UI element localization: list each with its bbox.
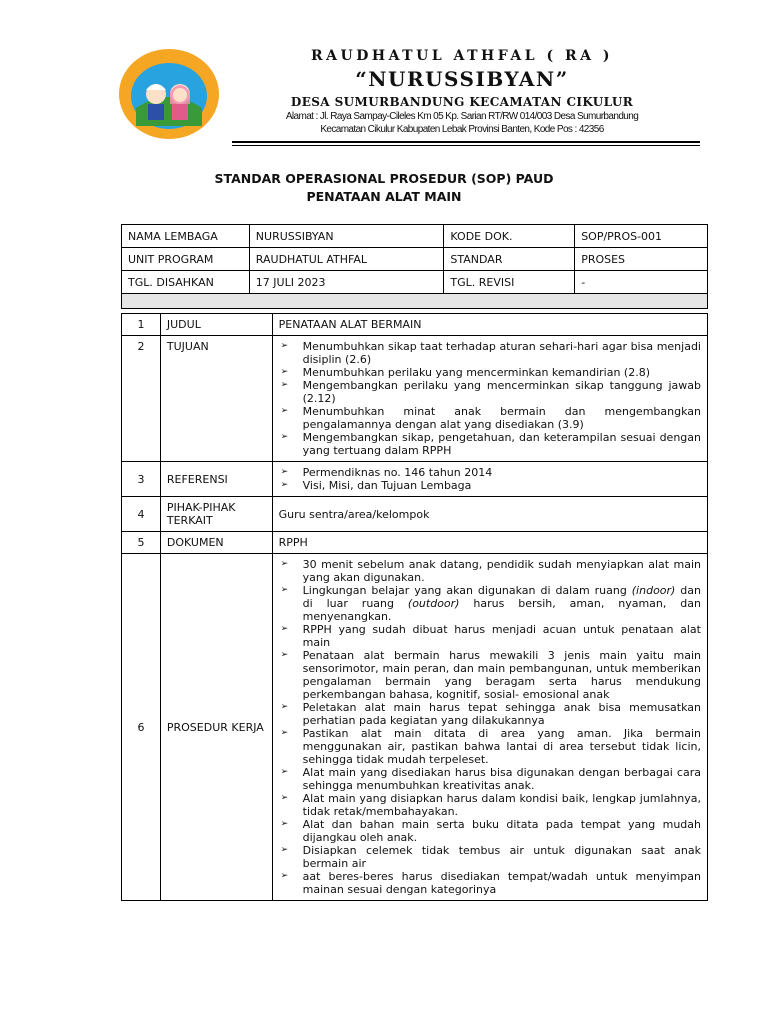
row-value: Guru sentra/area/kelompok [272,497,707,532]
list-item: ➢ Pastikan alat main ditata di area yang aman. Jika bermain menggunakan air, pastikan bahwa lantai di area tersebut tidak licin, sehingga tidak mudah terpeleset. [279,727,701,766]
info-label: KODE DOK. [444,225,575,248]
row-number: 4 [122,497,161,532]
sop-row-prosedur [122,554,708,901]
sop-table [121,313,708,901]
list-item: ➢ Visi, Misi, dan Tujuan Lembaga [279,479,701,492]
info-value: PROSES [575,248,708,271]
info-label: UNIT PROGRAM [122,248,250,271]
info-value: 17 JULI 2023 [249,271,444,294]
sop-row-tujuan [122,336,708,462]
text-span: harus bersih, aman, nyaman, dan menyenangkan. [302,597,701,623]
info-label: NAMA LEMBAGA [122,225,250,248]
sop-row-dokumen [122,532,708,554]
info-value: - [575,271,708,294]
list-item: ➢ Penataan alat bermain harus mewakili 3 jenis main yaitu main sensorimotor, main peran, dan main pembangunan, untuk memberikan pengalaman bermain yang beragam serta harus mendukung perkembangan bahasa, kognitif, sosial- emosional anak [279,649,701,701]
row-label: JUDUL [160,314,272,336]
list-item: ➢ Peletakan alat main harus tepat sehingga anak bisa memusatkan perhatian pada kegiatan yang dilakukannya [279,701,701,727]
list-item: ➢ Alat dan bahan main serta buku ditata pada tempat yang mudah dijangkau oleh anak. [279,818,701,844]
row-label: PROSEDUR KERJA [160,554,272,901]
row-label: PIHAK-PIHAK TERKAIT [160,497,272,532]
info-row [122,248,708,271]
info-separator-row [122,294,708,309]
document-title-line2: PENATAAN ALAT MAIN [306,189,462,204]
gray-separator [122,294,708,309]
list-item: ➢ RPPH yang sudah dibuat harus menjadi acuan untuk penataan alat main [279,623,701,649]
letterhead-rule-thick [232,141,700,143]
info-value: RAUDHATUL ATHFAL [249,248,444,271]
row-number: 3 [122,462,161,497]
list-item [279,584,701,623]
info-row [122,271,708,294]
school-address: Alamat : Jl. Raya Sampay-Cileles Km 05 Kp. Sarian RT/RW 014/003 Desa Sumurbandung [285,111,639,122]
row-value: RPPH [272,532,707,554]
school-name: “NURUSSIBYAN” [355,67,569,91]
list-item: ➢ Menumbuhkan sikap taat terhadap aturan sehari-hari agar bisa menjadi disiplin (2.6) [279,340,701,366]
info-value: NURUSSIBYAN [249,225,444,248]
text-span: Lingkungan belajar yang akan digunakan di dalam ruang [302,584,632,597]
indoor-term: (indoor) [631,584,676,597]
row-value [272,462,707,497]
row-number: 6 [122,554,161,901]
school-logo [116,46,222,142]
info-row [122,225,708,248]
row-label: DOKUMEN [160,532,272,554]
text-span: dan di luar ruang [302,584,701,610]
list-item: ➢ 30 menit sebelum anak datang, pendidik sudah menyiapkan alat main yang akan digunakan. [279,558,701,584]
row-number: 5 [122,532,161,554]
letterhead-rule-thin [232,145,700,146]
school-district: Kecamatan Cikulur Kabupaten Lebak Provinsi Banten, Kode Pos : 42356 [320,124,604,135]
list-item: ➢ Menumbuhkan minat anak bermain dan mengembangkan pengalamannya dengan alat yang disediakan (3.9) [279,405,701,431]
school-logo-icon [116,46,222,142]
row-label: TUJUAN [160,336,272,462]
list-item: ➢ Alat main yang disediakan harus bisa digunakan dengan berbagai cara sehingga menumbuhkan kreativitas anak. [279,766,701,792]
row-value [272,336,707,462]
document-info-table [121,224,708,309]
sop-row-pihak-terkait [122,497,708,532]
list-item: ➢ Mengembangkan perilaku yang mencerminkan sikap tanggung jawab (2.12) [279,379,701,405]
info-label: STANDAR [444,248,575,271]
list-item: ➢ Alat main yang disiapkan harus dalam kondisi baik, lengkap jumlahnya, tidak retak/membahayakan. [279,792,701,818]
row-value [272,554,707,901]
list-item: ➢ Permendiknas no. 146 tahun 2014 [279,466,701,479]
letterhead [0,0,768,150]
info-label: TGL. REVISI [444,271,575,294]
document-title [0,170,768,206]
row-label: REFERENSI [160,462,272,497]
list-item: ➢ Menumbuhkan perilaku yang mencerminkan kemandirian (2.8) [279,366,701,379]
sop-row-referensi [122,462,708,497]
outdoor-term: (outdoor) [407,597,460,610]
list-item: ➢ Mengembangkan sikap, pengetahuan, dan keterampilan sesuai dengan yang tertuang dalam RPPH [279,431,701,457]
info-value: SOP/PROS-001 [575,225,708,248]
row-number: 2 [122,336,161,462]
list-item: ➢ Disiapkan celemek tidak tembus air untuk digunakan saat anak bermain air [279,844,701,870]
school-type: RAUDHATUL ATHFAL ( RA ) [311,48,613,64]
school-location: DESA SUMURBANDUNG KECAMATAN CIKULUR [290,95,634,109]
list-item: ➢ aat beres-beres harus disediakan tempat/wadah untuk menyimpan mainan sesuai dengan kategorinya [279,870,701,896]
row-number: 1 [122,314,161,336]
info-label: TGL. DISAHKAN [122,271,250,294]
document-title-line1: STANDAR OPERASIONAL PROSEDUR (SOP) PAUD [214,171,554,186]
row-value: PENATAAN ALAT BERMAIN [272,314,707,336]
sop-row-judul [122,314,708,336]
